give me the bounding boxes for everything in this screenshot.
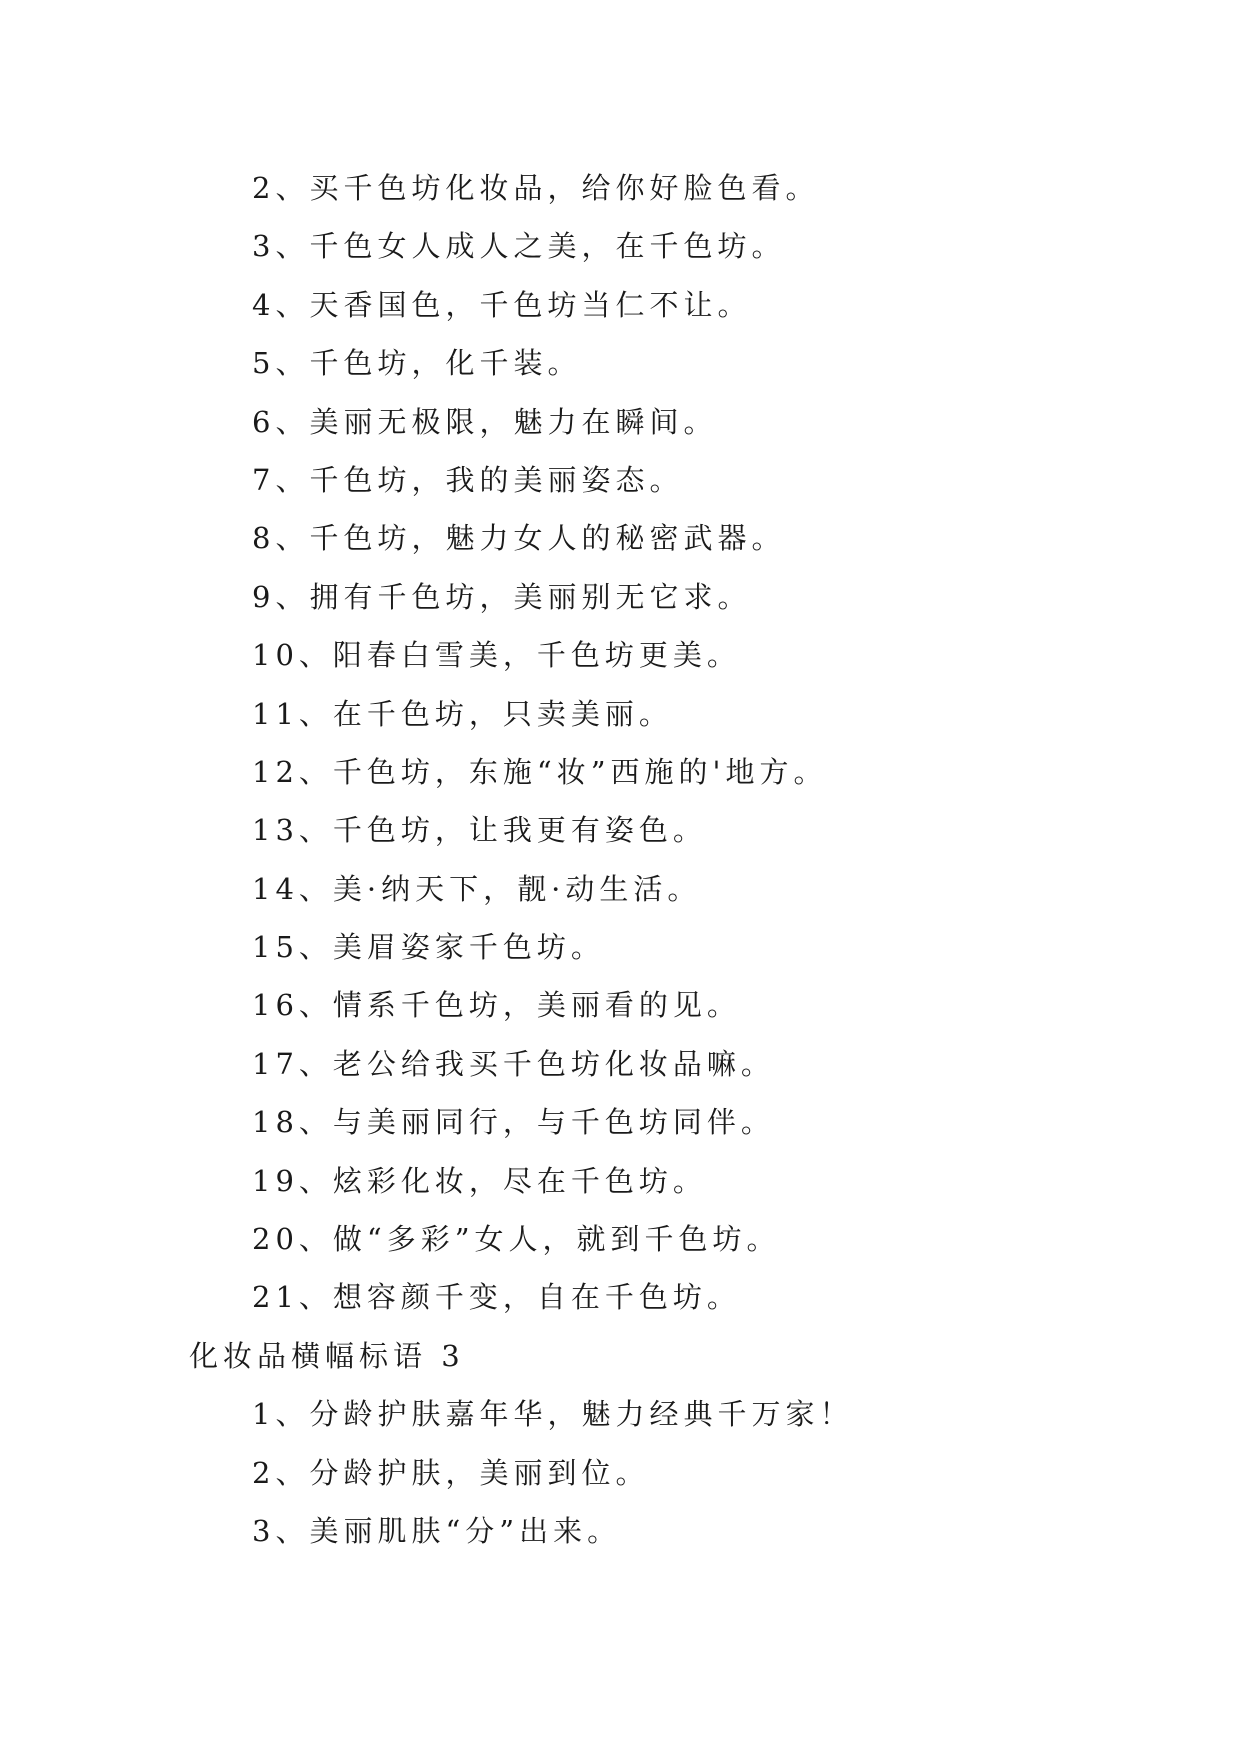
- list-item: 2、买千色坊化妆品，给你好脸色看。: [252, 171, 820, 205]
- list-item: 17、老公给我买千色坊化妆品嘛。: [252, 1046, 775, 1081]
- list-item: 5、千色坊，化千装。: [252, 346, 582, 381]
- list-item: 3、美丽肌肤“分”出来。: [252, 1513, 622, 1548]
- list-item: 4、天香国色，千色坊当仁不让。: [252, 287, 752, 322]
- list-item: 7、千色坊，我的美丽姿态。: [252, 462, 684, 497]
- list-item: 6、美丽无极限，魅力在瞬间。: [252, 404, 718, 439]
- list-item: 18、与美丽同行，与千色坊同伴。: [252, 1105, 775, 1140]
- list-item: 13、千色坊，让我更有姿色。: [252, 813, 707, 848]
- list-item: 15、美眉姿家千色坊。: [252, 930, 605, 965]
- section-heading: 化妆品横幅标语 3: [189, 1338, 465, 1373]
- list-item: 2、分龄护肤，美丽到位。: [252, 1455, 650, 1490]
- list-item: 11、在千色坊，只卖美丽。: [252, 696, 673, 731]
- list-item: 10、阳春白雪美，千色坊更美。: [252, 638, 741, 673]
- list-item: 3、千色女人成人之美，在千色坊。: [252, 229, 786, 264]
- list-item: 14、美·纳天下，靓·动生活。: [252, 871, 702, 906]
- list-item: 1、分龄护肤嘉年华，魅力经典千万家！: [252, 1397, 854, 1432]
- list-item: 20、做“多彩”女人，就到千色坊。: [252, 1222, 781, 1257]
- list-item: 21、想容颜千变，自在千色坊。: [252, 1280, 741, 1315]
- list-item: 8、千色坊，魅力女人的秘密武器。: [252, 521, 786, 556]
- list-item: 16、情系千色坊，美丽看的见。: [252, 988, 741, 1023]
- document-body: [0, 159, 1241, 1560]
- list-item: 19、炫彩化妆，尽在千色坊。: [252, 1163, 707, 1198]
- list-item: 9、拥有千色坊，美丽别无它求。: [252, 579, 752, 614]
- list-item: 12、千色坊，东施“妆”西施的'地方。: [252, 754, 828, 789]
